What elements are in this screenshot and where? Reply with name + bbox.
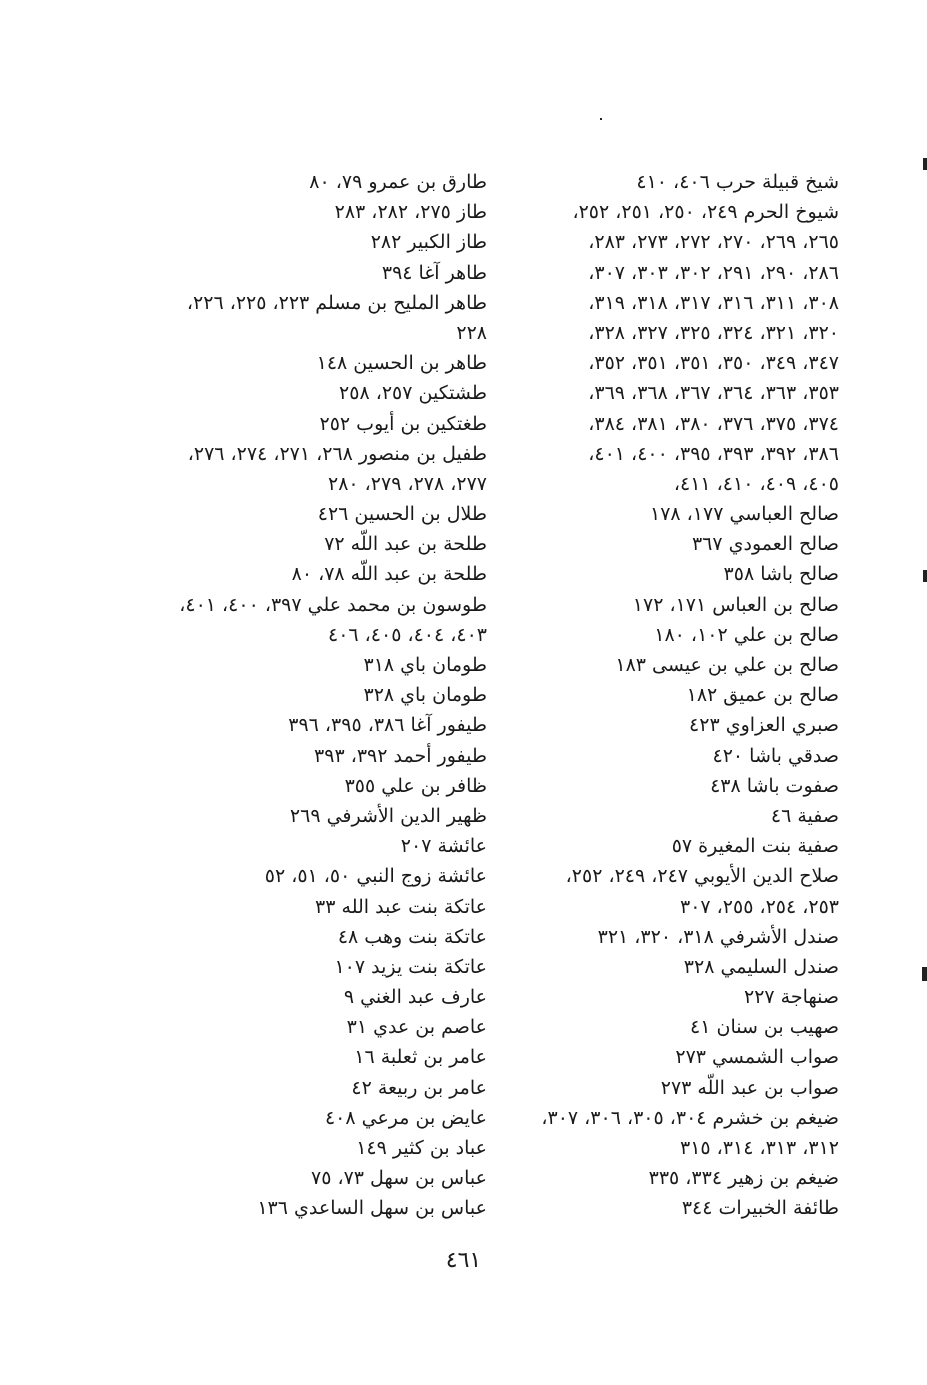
- index-entry-line: ٢٨٦، ٢٩٠، ٢٩١، ٣٠٢، ٣٠٣، ٣٠٧،: [588, 261, 839, 284]
- index-entry-line: شيوخ الحرم ٢٤٩، ٢٥٠، ٢٥١، ٢٥٢،: [572, 201, 839, 224]
- index-entry-line: طوسون بن محمد علي ٣٩٧، ٤٠٠، ٤٠١،: [179, 593, 487, 616]
- index-entry-line: ٣٨٦، ٣٩٢، ٣٩٣، ٣٩٥، ٤٠٠، ٤٠١،: [588, 442, 839, 465]
- index-entry-line: ضيغم بن زهير ٣٣٤، ٣٣٥: [648, 1167, 839, 1190]
- index-entry-line: ظافر بن علي ٣٥٥: [344, 774, 487, 797]
- index-entry-line: صالح بن علي ١٠٢، ١٨٠: [654, 623, 839, 646]
- index-entry-line: صدقي باشا ٤٢٠: [712, 744, 839, 767]
- index-entry-line: عائشة زوج النبي ٥٠، ٥١، ٥٢: [264, 865, 487, 888]
- index-entry-line: صالح العباسي ١٧٧، ١٧٨: [650, 503, 839, 526]
- index-entry-line: صفوت باشا ٤٣٨: [710, 774, 839, 797]
- index-entry-line: عباس بن سهل الساعدي ١٣٦: [257, 1197, 487, 1220]
- index-entry-line: عايض بن مرعي ٤٠٨: [324, 1106, 487, 1129]
- index-entry-line: عامر بن ربيعة ٤٢: [351, 1076, 487, 1099]
- index-entry-line: صهيب بن سنان ٤١: [690, 1016, 839, 1039]
- index-entry-line: طلحة بن عبد اللّه ٧٨، ٨٠: [291, 563, 487, 586]
- index-entry-line: صواب الشمسي ٢٧٣: [675, 1046, 839, 1069]
- index-entry-line: طشتكين ٢٥٧، ٢٥٨: [339, 382, 487, 405]
- index-entry-line: صنهاجة ٢٢٧: [743, 986, 839, 1009]
- index-entry-line: صلاح الدين الأيوبي ٢٤٧، ٢٤٩، ٢٥٢،: [565, 865, 839, 888]
- index-entry-line: ظهير الدين الأشرفي ٢٦٩: [289, 804, 487, 827]
- index-entry-line: صبري العزاوي ٤٢٣: [689, 714, 839, 737]
- index-entry-line: طومان باي ٣٢٨: [363, 684, 487, 707]
- index-entry-line: صندل السليمي ٣٢٨: [683, 955, 839, 978]
- index-entry-line: عاتكة بنت وهب ٤٨: [337, 925, 487, 948]
- index-entry-line: عائشة ٢٠٧: [400, 835, 487, 858]
- index-entry-line: عامر بن ثعلبة ١٦: [354, 1046, 487, 1069]
- index-entry-line: طفيل بن منصور ٢٦٨، ٢٧١، ٢٧٤، ٢٧٦،: [187, 442, 487, 465]
- index-entry-line: طاهر بن الحسين ١٤٨: [316, 352, 487, 375]
- index-entry-line: ٤٠٥، ٤٠٩، ٤١٠، ٤١١،: [673, 472, 839, 495]
- index-entry-line: صفية بنت المغيرة ٥٧: [671, 835, 839, 858]
- index-entry-line: شيخ قبيلة حرب ٤٠٦، ٤١٠: [636, 171, 839, 193]
- index-entry-line: ٣٤٧، ٣٤٩، ٣٥٠، ٣٥١، ٣٥١، ٣٥٢،: [588, 352, 839, 375]
- index-entry-line: طيفور آغا ٣٨٦، ٣٩٥، ٣٩٦: [288, 714, 487, 737]
- index-column-left: [167, 167, 487, 1224]
- margin-mark-dot: [923, 570, 927, 582]
- index-entry-line: صالح العمودي ٣٦٧: [691, 533, 839, 556]
- index-entry-line: طاهر المليح بن مسلم ٢٢٣، ٢٢٥، ٢٢٦،: [186, 291, 487, 314]
- index-entry-line: طلال بن الحسين ٤٢٦: [317, 503, 487, 526]
- index-entry-line: ٢٧٧، ٢٧٨، ٢٧٩، ٢٨٠: [327, 472, 487, 495]
- index-entry-line: عاتكة بنت يزيد ١٠٧: [334, 955, 487, 978]
- index-entry-line: ٣٠٨، ٣١١، ٣١٦، ٣١٧، ٣١٨، ٣١٩،: [588, 291, 839, 314]
- index-entry-line: عاتكة بنت عبد الله ٣٣: [315, 895, 487, 918]
- index-entry-line: صالح بن علي بن عيسى ١٨٣: [615, 654, 839, 676]
- index-entry-line: طاز الكبير ٢٨٢: [370, 231, 487, 254]
- scan-speck: [600, 118, 602, 120]
- index-entry-line: صفية ٤٦: [770, 804, 839, 827]
- index-entry-line: صواب بن عبد اللّه ٢٧٣: [660, 1076, 839, 1099]
- index-entry-line: طلحة بن عبد اللّه ٧٢: [324, 533, 487, 556]
- index-entry-line: ٣٢٠، ٣٢١، ٣٢٤، ٣٢٥، ٣٢٧، ٣٢٨،: [588, 321, 839, 344]
- index-entry-line: صندل الأشرفي ٣١٨، ٣٢٠، ٣٢١: [597, 925, 839, 948]
- margin-mark-dot: [923, 158, 927, 170]
- index-entry-line: طغتكين بن أيوب ٢٥٢: [319, 412, 487, 435]
- index-entry-line: طاز ٢٧٥، ٢٨٢، ٢٨٣: [334, 201, 487, 224]
- index-entry-line: عباس بن سهل ٧٣، ٧٥: [310, 1167, 487, 1190]
- index-entry-line: ٣٧٤، ٣٧٥، ٣٧٦، ٣٨٠، ٣٨١، ٣٨٤،: [588, 412, 839, 435]
- index-entry-line: عاصم بن عدي ٣١: [346, 1016, 487, 1039]
- index-column-right: [494, 167, 839, 1224]
- page-number: ٤٦١: [445, 1248, 482, 1273]
- index-entry-line: ٢٦٥، ٢٦٩، ٢٧٠، ٢٧٢، ٢٧٣، ٢٨٣،: [588, 231, 839, 254]
- index-entry-line: عارف عبد الغني ٩: [343, 986, 487, 1009]
- index-entry-line: طيفور أحمد ٣٩٢، ٣٩٣: [314, 744, 487, 767]
- index-entry-line: طائفة الخبيرات ٣٤٤: [681, 1197, 839, 1220]
- index-entry-line: ٣٥٣، ٣٦٣، ٣٦٤، ٣٦٧، ٣٦٨، ٣٦٩،: [588, 382, 839, 405]
- index-entry-line: عباد بن كثير ١٤٩: [356, 1137, 487, 1159]
- index-entry-line: ضيغم بن خشرم ٣٠٤، ٣٠٥، ٣٠٦، ٣٠٧،: [541, 1106, 839, 1129]
- index-entry-line: ٢٢٨: [456, 321, 487, 344]
- index-entry-line: ٤٠٣، ٤٠٤، ٤٠٥، ٤٠٦: [327, 623, 487, 646]
- index-entry-line: طومان باي ٣١٨: [363, 654, 487, 676]
- index-entry-line: ٣١٢، ٣١٣، ٣١٤، ٣١٥: [679, 1137, 839, 1159]
- index-entry-line: صالح باشا ٣٥٨: [723, 563, 839, 586]
- margin-mark-dot: [922, 967, 927, 981]
- index-entry-line: طارق بن عمرو ٧٩، ٨٠: [309, 171, 487, 193]
- index-entry-line: ٢٥٣، ٢٥٤، ٢٥٥، ٣٠٧: [679, 895, 839, 918]
- index-entry-line: طاهر آغا ٣٩٤: [381, 261, 487, 284]
- index-entry-line: صالح بن العباس ١٧١، ١٧٢: [632, 593, 839, 616]
- index-entry-line: صالح بن عميق ١٨٢: [686, 684, 839, 707]
